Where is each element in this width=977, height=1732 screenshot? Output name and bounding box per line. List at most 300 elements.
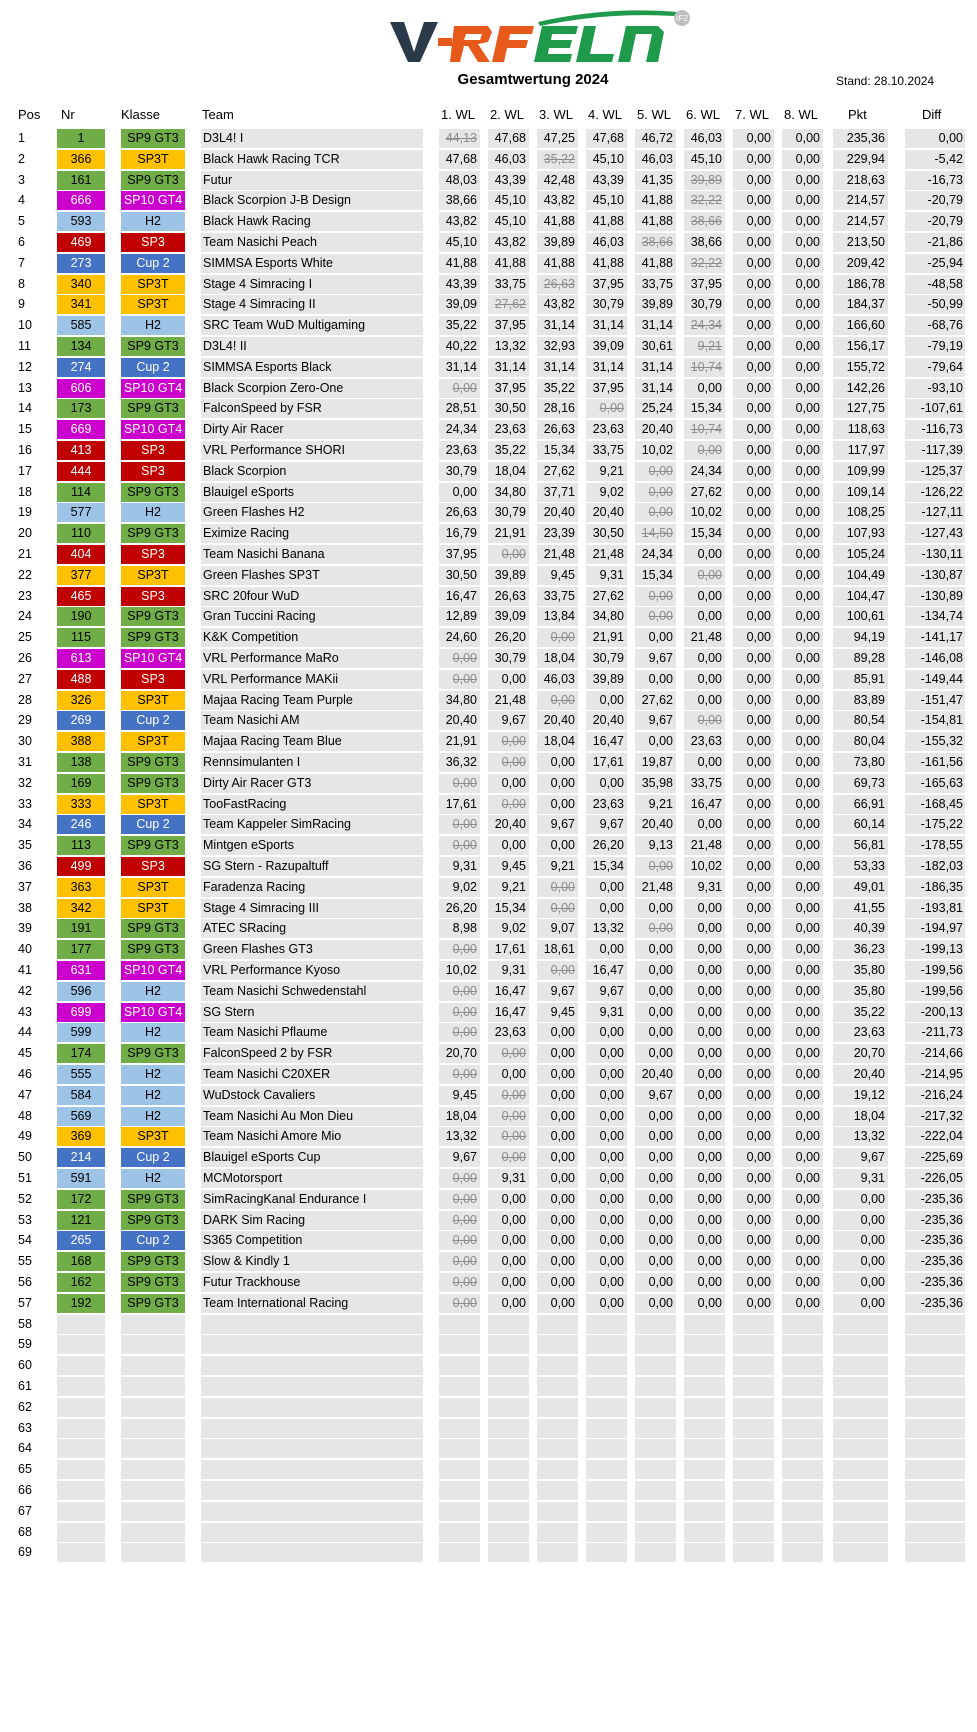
points-diff: -235,36 xyxy=(905,1231,965,1250)
wl-4-score: 0,00 xyxy=(586,1065,627,1084)
wl-8-score: 0,00 xyxy=(782,483,823,502)
position-cell: 43 xyxy=(18,1004,32,1019)
wl-8-score: 0,00 xyxy=(782,857,823,876)
car-number-badge: 488 xyxy=(57,670,105,689)
team-name: Rennsimulanten I xyxy=(201,753,423,772)
header-wl-3: 3. WL xyxy=(539,107,573,122)
wl-7-score: 0,00 xyxy=(733,587,774,606)
points-diff: -130,87 xyxy=(905,566,965,585)
wl-7-score: 0,00 xyxy=(733,815,774,834)
wl-6-score xyxy=(684,1377,725,1396)
table-row xyxy=(0,981,977,1002)
wl-6-score xyxy=(684,1523,725,1542)
wl-3-score: 15,34 xyxy=(537,441,578,460)
total-points: 0,00 xyxy=(833,1211,888,1230)
wl-7-score: 0,00 xyxy=(733,774,774,793)
car-number-badge: 606 xyxy=(57,379,105,398)
wl-1-score: 0,00 xyxy=(439,1003,480,1022)
wl-4-score xyxy=(586,1315,627,1334)
wl-5-score: 0,00 xyxy=(635,732,676,751)
wl-4-score: 31,14 xyxy=(586,358,627,377)
wl-2-score xyxy=(488,1398,529,1417)
total-points xyxy=(833,1356,888,1375)
logo-dash xyxy=(438,38,452,46)
wl-6-score: 9,31 xyxy=(684,878,725,897)
team-name: SG Stern xyxy=(201,1003,423,1022)
wl-7-score: 0,00 xyxy=(733,483,774,502)
wl-7-score: 0,00 xyxy=(733,919,774,938)
header-pos: Pos xyxy=(18,107,41,122)
wl-4-score xyxy=(586,1419,627,1438)
table-row xyxy=(0,1293,977,1314)
car-number-badge: 596 xyxy=(57,982,105,1001)
wl-2-score: 17,61 xyxy=(488,940,529,959)
team-name: Team Nasichi Au Mon Dieu xyxy=(201,1107,423,1126)
class-badge: SP3 xyxy=(121,587,185,606)
wl-1-score: 26,20 xyxy=(439,899,480,918)
team-name: Majaa Racing Team Blue xyxy=(201,732,423,751)
class-badge: SP3T xyxy=(121,150,185,169)
car-number-badge xyxy=(57,1439,105,1458)
wl-2-score: 0,00 xyxy=(488,1086,529,1105)
wl-8-score: 0,00 xyxy=(782,1273,823,1292)
table-row xyxy=(0,232,977,253)
table-row xyxy=(0,794,977,815)
wl-8-score xyxy=(782,1335,823,1354)
wl-3-score: 27,62 xyxy=(537,462,578,481)
total-points: 20,70 xyxy=(833,1044,888,1063)
wl-7-score: 0,00 xyxy=(733,982,774,1001)
total-points xyxy=(833,1481,888,1500)
car-number-badge: 669 xyxy=(57,420,105,439)
car-number-badge: 585 xyxy=(57,316,105,335)
position-cell: 21 xyxy=(18,547,32,561)
wl-3-score: 32,93 xyxy=(537,337,578,356)
wl-5-score: 20,40 xyxy=(635,1065,676,1084)
empty-table-row xyxy=(0,1522,977,1543)
wl-1-score: 13,32 xyxy=(439,1127,480,1146)
position-cell: 69 xyxy=(18,1545,32,1560)
wl-2-score: 23,63 xyxy=(488,1023,529,1042)
wl-2-score: 34,80 xyxy=(488,483,529,502)
wl-2-score: 9,31 xyxy=(488,1169,529,1188)
wl-3-score: 9,67 xyxy=(537,815,578,834)
wl-8-score xyxy=(782,1460,823,1479)
wl-3-score: 20,40 xyxy=(537,503,578,522)
total-points: 107,93 xyxy=(833,524,888,543)
wl-4-score: 0,00 xyxy=(586,940,627,959)
wl-7-score: 0,00 xyxy=(733,212,774,231)
total-points: 85,91 xyxy=(833,670,888,689)
class-badge: SP9 GT3 xyxy=(121,836,185,855)
wl-5-score xyxy=(635,1356,676,1375)
class-badge: SP3T xyxy=(121,878,185,897)
wl-6-score xyxy=(684,1460,725,1479)
total-points: 117,97 xyxy=(833,441,888,460)
team-name: Slow & Kindly 1 xyxy=(201,1252,423,1271)
points-diff xyxy=(905,1502,965,1521)
wl-3-score: 9,45 xyxy=(537,566,578,585)
table-row xyxy=(0,1043,977,1064)
class-badge: SP9 GT3 xyxy=(121,1294,185,1313)
wl-7-score: 0,00 xyxy=(733,275,774,294)
class-badge: SP9 GT3 xyxy=(121,1044,185,1063)
points-diff: -130,89 xyxy=(905,587,965,606)
class-badge xyxy=(121,1523,185,1542)
wl-5-score: 0,00 xyxy=(635,1211,676,1230)
wl-4-score: 0,00 xyxy=(586,1023,627,1042)
team-name: Green Flashes GT3 xyxy=(201,940,423,959)
wl-4-score: 0,00 xyxy=(586,1273,627,1292)
class-badge: SP3T xyxy=(121,566,185,585)
wl-1-score: 24,34 xyxy=(439,420,480,439)
empty-table-row xyxy=(0,1314,977,1335)
class-badge xyxy=(121,1377,185,1396)
team-name: Black Hawk Racing TCR xyxy=(201,150,423,169)
table-row xyxy=(0,502,977,523)
wl-5-score: 0,00 xyxy=(635,462,676,481)
position-cell: 15 xyxy=(18,422,32,437)
points-diff: -193,81 xyxy=(905,899,965,918)
wl-1-score: 23,63 xyxy=(439,441,480,460)
car-number-badge xyxy=(57,1377,105,1396)
wl-1-score: 0,00 xyxy=(439,1231,480,1250)
empty-table-row xyxy=(0,1355,977,1376)
wl-5-score: 20,40 xyxy=(635,815,676,834)
wl-4-score: 39,09 xyxy=(586,337,627,356)
team-name: Team Nasichi AM xyxy=(201,711,423,730)
team-name: S365 Competition xyxy=(201,1231,423,1250)
car-number-badge: 214 xyxy=(57,1148,105,1167)
wl-4-score: 17,61 xyxy=(586,753,627,772)
car-number-badge: 1 xyxy=(57,129,105,148)
wl-4-score: 0,00 xyxy=(586,1107,627,1126)
total-points: 73,80 xyxy=(833,753,888,772)
points-diff: -235,36 xyxy=(905,1252,965,1271)
wl-3-score: 0,00 xyxy=(537,1231,578,1250)
table-row xyxy=(0,1189,977,1210)
table-row xyxy=(0,918,977,939)
points-diff: -68,76 xyxy=(905,316,965,335)
total-points xyxy=(833,1439,888,1458)
wl-6-score: 0,00 xyxy=(684,753,725,772)
total-points: 209,42 xyxy=(833,254,888,273)
wl-8-score: 0,00 xyxy=(782,1148,823,1167)
wl-7-score: 0,00 xyxy=(733,1169,774,1188)
total-points xyxy=(833,1460,888,1479)
class-badge: H2 xyxy=(121,1086,185,1105)
table-row xyxy=(0,357,977,378)
wl-2-score: 0,00 xyxy=(488,545,529,564)
wl-6-score xyxy=(684,1315,725,1334)
team-name: Eximize Racing xyxy=(201,524,423,543)
car-number-badge: 191 xyxy=(57,919,105,938)
team-name: Green Flashes H2 xyxy=(201,503,423,522)
wl-4-score: 46,03 xyxy=(586,233,627,252)
wl-1-score: 47,68 xyxy=(439,150,480,169)
wl-2-score: 0,00 xyxy=(488,1211,529,1230)
wl-3-score: 26,63 xyxy=(537,275,578,294)
wl-4-score xyxy=(586,1502,627,1521)
wl-6-score xyxy=(684,1502,725,1521)
points-diff: -217,32 xyxy=(905,1107,965,1126)
table-row xyxy=(0,690,977,711)
empty-table-row xyxy=(0,1397,977,1418)
wl-1-score: 0,00 xyxy=(439,379,480,398)
wl-2-score: 13,32 xyxy=(488,337,529,356)
position-cell: 57 xyxy=(18,1295,32,1310)
wl-3-score: 41,88 xyxy=(537,212,578,231)
team-name xyxy=(201,1398,423,1417)
team-name xyxy=(201,1356,423,1375)
car-number-badge xyxy=(57,1481,105,1500)
wl-2-score xyxy=(488,1502,529,1521)
team-name: Futur xyxy=(201,171,423,190)
wl-1-score: 0,00 xyxy=(439,1023,480,1042)
wl-8-score xyxy=(782,1523,823,1542)
empty-table-row xyxy=(0,1418,977,1439)
wl-1-score: 26,63 xyxy=(439,503,480,522)
team-name: D3L4! II xyxy=(201,337,423,356)
wl-1-score: 35,22 xyxy=(439,316,480,335)
points-diff: -211,73 xyxy=(905,1023,965,1042)
vrfeln-logo xyxy=(388,8,708,68)
logo-v xyxy=(390,22,438,62)
wl-5-score xyxy=(635,1419,676,1438)
team-name: Team Nasichi Peach xyxy=(201,233,423,252)
wl-3-score: 0,00 xyxy=(537,628,578,647)
wl-5-score: 9,67 xyxy=(635,649,676,668)
wl-6-score: 0,00 xyxy=(684,1211,725,1230)
wl-2-score: 0,00 xyxy=(488,836,529,855)
team-name: Team Kappeler SimRacing xyxy=(201,815,423,834)
position-cell: 41 xyxy=(18,963,32,977)
position-cell: 50 xyxy=(18,1150,32,1165)
car-number-badge: 190 xyxy=(57,607,105,626)
class-badge: SP9 GT3 xyxy=(121,1211,185,1230)
team-name: TooFastRacing xyxy=(201,795,423,814)
header xyxy=(0,0,977,112)
wl-1-score: 17,61 xyxy=(439,795,480,814)
wl-8-score: 0,00 xyxy=(782,815,823,834)
wl-2-score: 46,03 xyxy=(488,150,529,169)
table-row xyxy=(0,482,977,503)
car-number-badge: 274 xyxy=(57,358,105,377)
team-name xyxy=(201,1543,423,1562)
wl-2-score: 15,34 xyxy=(488,899,529,918)
total-points: 166,60 xyxy=(833,316,888,335)
total-points xyxy=(833,1543,888,1562)
wl-5-score: 0,00 xyxy=(635,1252,676,1271)
wl-5-score: 41,88 xyxy=(635,254,676,273)
points-diff xyxy=(905,1398,965,1417)
wl-8-score: 0,00 xyxy=(782,1003,823,1022)
wl-4-score: 21,91 xyxy=(586,628,627,647)
points-diff xyxy=(905,1377,965,1396)
wl-2-score: 16,47 xyxy=(488,1003,529,1022)
wl-8-score: 0,00 xyxy=(782,524,823,543)
class-badge: SP3T xyxy=(121,1127,185,1146)
class-badge: SP3T xyxy=(121,275,185,294)
wl-6-score: 32,22 xyxy=(684,254,725,273)
position-cell: 26 xyxy=(18,651,32,665)
position-cell: 67 xyxy=(18,1503,32,1518)
wl-2-score: 39,89 xyxy=(488,566,529,585)
team-name: Team Nasichi C20XER xyxy=(201,1065,423,1084)
wl-3-score: 18,04 xyxy=(537,649,578,668)
wl-1-score: 37,95 xyxy=(439,545,480,564)
wl-2-score xyxy=(488,1460,529,1479)
wl-4-score: 0,00 xyxy=(586,1252,627,1271)
total-points: 20,40 xyxy=(833,1065,888,1084)
points-diff: -130,11 xyxy=(905,545,965,564)
wl-4-score: 13,32 xyxy=(586,919,627,938)
table-row xyxy=(0,149,977,170)
car-number-badge: 265 xyxy=(57,1231,105,1250)
empty-table-row xyxy=(0,1438,977,1459)
wl-5-score: 0,00 xyxy=(635,607,676,626)
wl-2-score: 41,88 xyxy=(488,254,529,273)
position-cell: 52 xyxy=(18,1191,32,1206)
team-name: Futur Trackhouse xyxy=(201,1273,423,1292)
wl-7-score: 0,00 xyxy=(733,191,774,210)
position-cell: 4 xyxy=(18,193,25,208)
wl-6-score: 0,00 xyxy=(684,379,725,398)
car-number-badge: 591 xyxy=(57,1169,105,1188)
wl-3-score: 47,25 xyxy=(537,129,578,148)
team-name: Team Nasichi Pflaume xyxy=(201,1023,423,1042)
wl-6-score xyxy=(684,1398,725,1417)
wl-7-score: 0,00 xyxy=(733,233,774,252)
wl-4-score: 31,14 xyxy=(586,316,627,335)
class-badge: SP9 GT3 xyxy=(121,483,185,502)
wl-6-score: 0,00 xyxy=(684,1148,725,1167)
wl-2-score: 0,00 xyxy=(488,1044,529,1063)
wl-5-score: 9,67 xyxy=(635,711,676,730)
car-number-badge: 599 xyxy=(57,1023,105,1042)
team-name: VRL Performance MaRo xyxy=(201,649,423,668)
table-row xyxy=(0,1085,977,1106)
table-row xyxy=(0,856,977,877)
team-name: VRL Performance Kyoso xyxy=(201,961,423,980)
logo-letters xyxy=(390,10,678,62)
wl-7-score: 0,00 xyxy=(733,503,774,522)
points-diff: -199,56 xyxy=(905,982,965,1001)
total-points: 56,81 xyxy=(833,836,888,855)
team-name: SRC 20four WuD xyxy=(201,587,423,606)
wl-2-score: 0,00 xyxy=(488,753,529,772)
points-diff: -199,13 xyxy=(905,940,965,959)
wl-4-score xyxy=(586,1356,627,1375)
table-row xyxy=(0,128,977,149)
position-cell: 56 xyxy=(18,1275,32,1289)
wl-4-score: 0,00 xyxy=(586,1169,627,1188)
points-diff: -222,04 xyxy=(905,1127,965,1146)
wl-6-score: 0,00 xyxy=(684,545,725,564)
wl-4-score: 0,00 xyxy=(586,878,627,897)
wl-8-score: 0,00 xyxy=(782,836,823,855)
wl-1-score: 9,45 xyxy=(439,1086,480,1105)
class-badge: SP9 GT3 xyxy=(121,607,185,626)
class-badge: Cup 2 xyxy=(121,358,185,377)
wl-4-score xyxy=(586,1481,627,1500)
total-points: 35,22 xyxy=(833,1003,888,1022)
wl-8-score: 0,00 xyxy=(782,191,823,210)
class-badge: SP3 xyxy=(121,670,185,689)
position-cell: 51 xyxy=(18,1171,32,1185)
position-cell: 25 xyxy=(18,630,32,645)
car-number-badge: 162 xyxy=(57,1273,105,1292)
car-number-badge xyxy=(57,1419,105,1438)
wl-1-score xyxy=(439,1543,480,1562)
position-cell: 63 xyxy=(18,1420,32,1435)
wl-6-score: 46,03 xyxy=(684,129,725,148)
car-number-badge: 174 xyxy=(57,1044,105,1063)
wl-2-score: 30,79 xyxy=(488,503,529,522)
team-name: Black Hawk Racing xyxy=(201,212,423,231)
table-row xyxy=(0,1002,977,1023)
position-cell: 16 xyxy=(18,443,32,457)
team-name xyxy=(201,1335,423,1354)
total-points: 9,31 xyxy=(833,1169,888,1188)
wl-6-score: 45,10 xyxy=(684,150,725,169)
car-number-badge: 177 xyxy=(57,940,105,959)
car-number-badge: 173 xyxy=(57,399,105,418)
wl-8-score: 0,00 xyxy=(782,628,823,647)
logo-r xyxy=(450,26,492,62)
wl-6-score xyxy=(684,1335,725,1354)
wl-6-score: 0,00 xyxy=(684,1231,725,1250)
table-row xyxy=(0,627,977,648)
total-points: 127,75 xyxy=(833,399,888,418)
wl-5-score: 0,00 xyxy=(635,1169,676,1188)
wl-1-score: 12,89 xyxy=(439,607,480,626)
total-points: 155,72 xyxy=(833,358,888,377)
wl-2-score: 0,00 xyxy=(488,1127,529,1146)
wl-8-score xyxy=(782,1356,823,1375)
team-name: Stage 4 Simracing III xyxy=(201,899,423,918)
wl-1-score: 30,50 xyxy=(439,566,480,585)
class-badge xyxy=(121,1543,185,1562)
wl-7-score: 0,00 xyxy=(733,1252,774,1271)
class-badge: SP9 GT3 xyxy=(121,919,185,938)
wl-3-score: 20,40 xyxy=(537,711,578,730)
wl-1-score: 0,00 xyxy=(439,483,480,502)
class-badge: SP3T xyxy=(121,295,185,314)
wl-1-score: 20,40 xyxy=(439,711,480,730)
wl-6-score: 30,79 xyxy=(684,295,725,314)
wl-2-score: 26,63 xyxy=(488,587,529,606)
table-row xyxy=(0,1251,977,1272)
wl-5-score: 0,00 xyxy=(635,1148,676,1167)
wl-7-score xyxy=(733,1543,774,1562)
wl-4-score: 15,34 xyxy=(586,857,627,876)
wl-7-score: 0,00 xyxy=(733,358,774,377)
wl-6-score: 0,00 xyxy=(684,899,725,918)
team-name: Stage 4 Simracing II xyxy=(201,295,423,314)
wl-3-score: 18,61 xyxy=(537,940,578,959)
wl-1-score: 24,60 xyxy=(439,628,480,647)
wl-3-score: 21,48 xyxy=(537,545,578,564)
team-name xyxy=(201,1439,423,1458)
points-diff: -125,37 xyxy=(905,462,965,481)
wl-8-score: 0,00 xyxy=(782,1294,823,1313)
team-name: FalconSpeed by FSR xyxy=(201,399,423,418)
total-points: 83,89 xyxy=(833,691,888,710)
wl-6-score xyxy=(684,1543,725,1562)
wl-8-score: 0,00 xyxy=(782,358,823,377)
wl-8-score: 0,00 xyxy=(782,649,823,668)
